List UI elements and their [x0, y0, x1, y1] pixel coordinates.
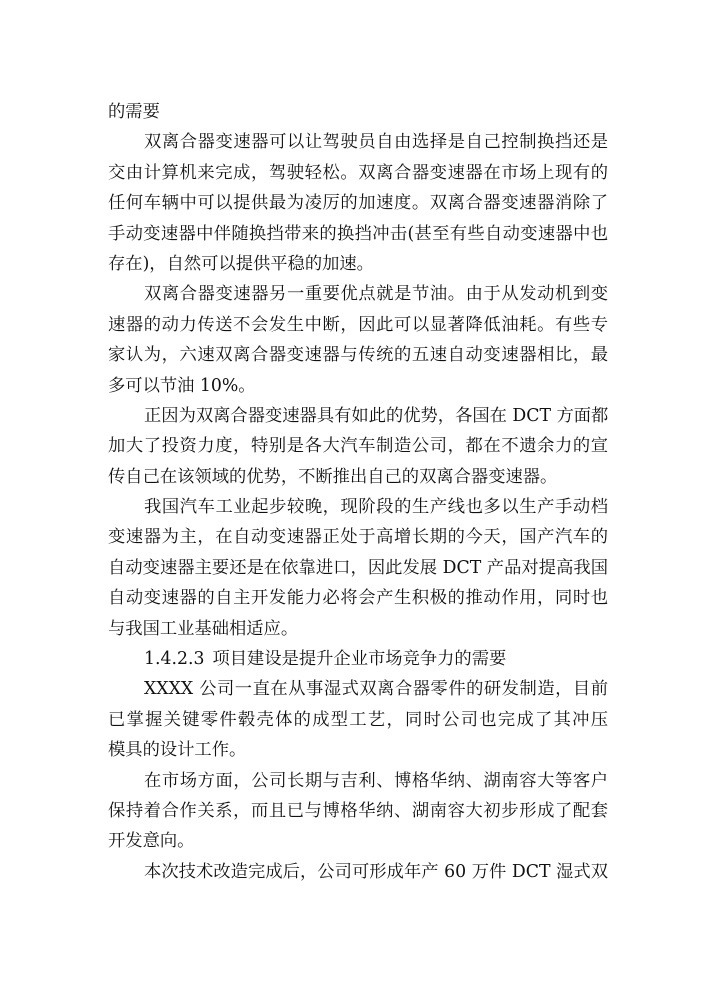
- paragraph-first-line: 双离合器变速器可以让驾驶员自由选择是自己控制换挡还是: [144, 132, 608, 153]
- text-line: 手动变速器中伴随换挡带来的换挡冲击(甚至有些自动变速器中也: [108, 223, 608, 244]
- text-line: 保持着合作关系，而且已与博格华纳、湖南容大初步形成了配套: [108, 800, 608, 821]
- section-heading: [108, 644, 608, 674]
- text-line: 已掌握关键零件毂壳体的成型工艺，同时公司也完成了其冲压: [108, 709, 608, 730]
- paragraph-first-line: XXXX 公司一直在从事湿式双离合器零件的研发制造，目前: [144, 679, 608, 700]
- paragraph-first-line: 正因为双离合器变速器具有如此的优势，各国在 DCT 方面都: [144, 405, 608, 426]
- text-line: 家认为，六速双离合器变速器与传统的五速自动变速器相比，最: [108, 345, 608, 366]
- paragraph-first-line: 本次技术改造完成后，公司可形成年产 60 万件 DCT 湿式双: [144, 861, 608, 882]
- text-line: 多可以节油 10%。: [108, 375, 256, 396]
- text-line: 加大了投资力度，特别是各大汽车制造公司，都在不遗余力的宣: [108, 436, 608, 457]
- text-line: 变速器为主，在自动变速器正处于高增长期的今天，国产汽车的: [108, 527, 608, 548]
- paragraph-first-line: 在市场方面，公司长期与吉利、博格华纳、湖南容大等客户: [144, 770, 608, 791]
- text-line: 存在)，自然可以提供平稳的加速。: [108, 253, 374, 274]
- text-line: 的需要: [108, 102, 160, 122]
- text-line: 传自己在该领域的优势，不断推出自己的双离合器变速器。: [108, 466, 558, 487]
- text-line: 自动变速器主要还是在依靠进口，因此发展 DCT 产品对提高我国: [108, 557, 608, 578]
- paragraph-first-line: 双离合器变速器另一重要优点就是节油。由于从发动机到变: [144, 284, 608, 305]
- text-line: 任何车辆中可以提供最为凌厉的加速度。双离合器变速器消除了: [108, 193, 608, 214]
- text-line: 与我国工业基础相适应。: [108, 618, 299, 639]
- text-line: 开发意向。: [108, 831, 195, 852]
- body-text: [108, 97, 608, 887]
- paragraph-first-line: 我国汽车工业起步较晚，现阶段的生产线也多以生产手动档: [144, 497, 608, 518]
- section-title: 项目建设是提升企业市场竞争力的需要: [212, 649, 507, 670]
- text-line: 速器的动力传送不会发生中断，因此可以显著降低油耗。有些专: [108, 314, 608, 335]
- text-line: 模具的设计工作。: [108, 740, 247, 761]
- text-line: 交由计算机来完成，驾驶轻松。双离合器变速器在市场上现有的: [108, 162, 608, 183]
- section-number: 1.4.2.3: [144, 649, 205, 670]
- text-line: 自动变速器的自主开发能力必将会产生积极的推动作用，同时也: [108, 588, 608, 609]
